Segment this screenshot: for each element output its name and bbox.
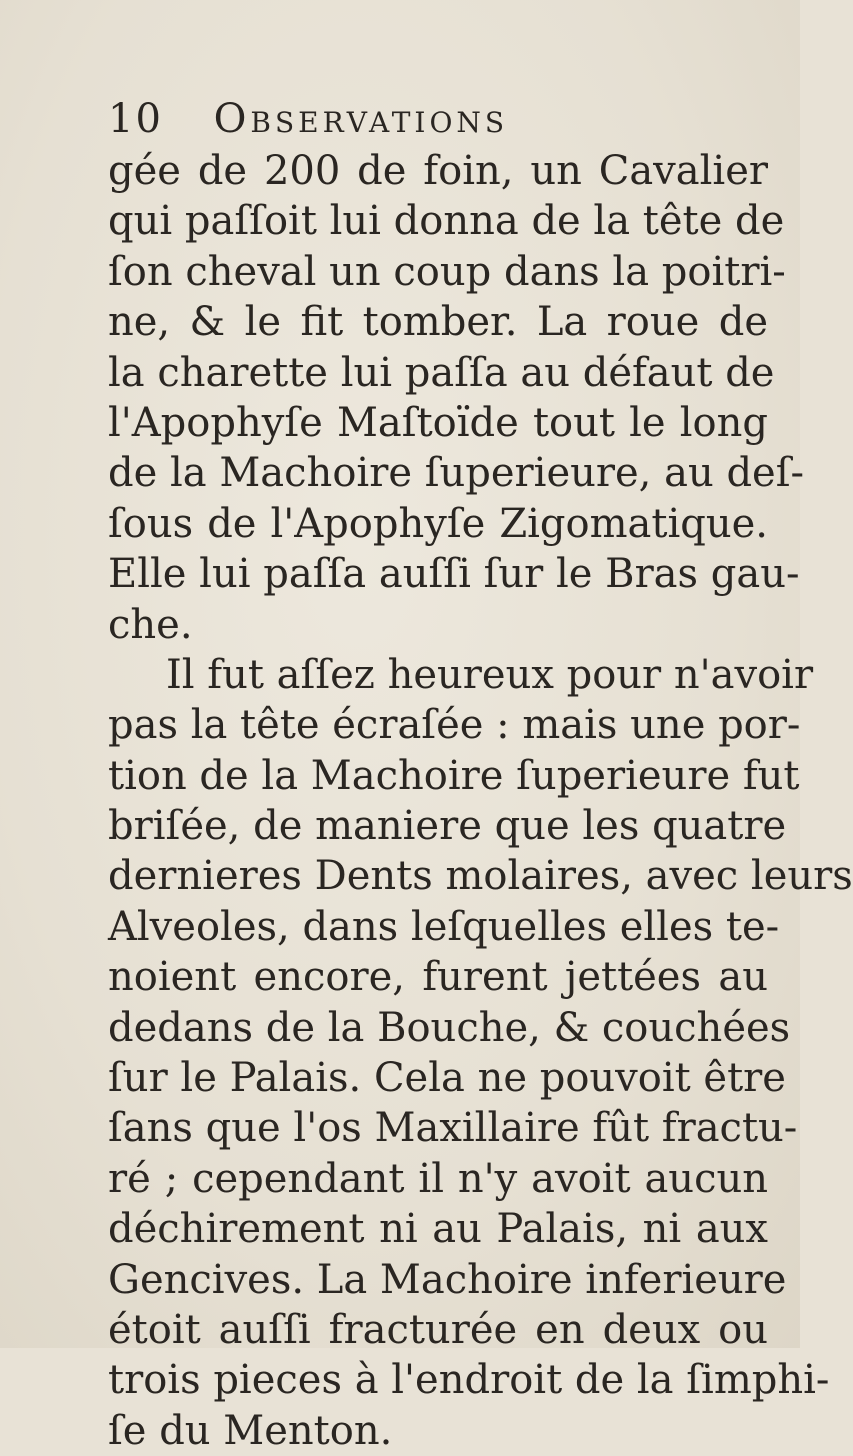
text-line: Alveoles, dans leſquelles elles te- [108, 903, 780, 950]
text-line: ſe du Menton. [108, 1407, 393, 1454]
page-number: 10 [108, 96, 163, 142]
text-line: de la Machoire ſuperieure, au deſ- [108, 450, 805, 497]
text-line: ré ; cependant il n'y avoit aucun [108, 1155, 768, 1202]
text-line: la charette lui paſſa au défaut de [108, 349, 775, 396]
text-line: étoit auſſi fracturée en deux ou [108, 1306, 768, 1353]
text-line: ſous de l'Apophyſe Zigomatique. [108, 500, 768, 547]
text-line: che. [108, 601, 193, 648]
text-line: dedans de la Bouche, & couchées [108, 1004, 791, 1051]
text-line: ſon cheval un coup dans la poitri- [108, 248, 786, 295]
text-line: gée de 200 de foin, un Cavalier [108, 148, 768, 194]
text-line: qui paſſoit lui donna de la tête de [108, 198, 785, 245]
text-line: tion de la Machoire ſuperieure fut [108, 752, 800, 799]
text-line: ſans que l'os Maxillaire fût fractu- [108, 1105, 798, 1152]
text-line: trois pieces à l'endroit de la ſimphi- [108, 1357, 830, 1404]
running-title: Observations [213, 96, 509, 142]
text-line: noient encore, furent jettées au [108, 954, 768, 1001]
paragraph-start-line: Il fut aſſez heureux pour n'avoir [166, 651, 814, 698]
text-line: briſée, de maniere que les quatre [108, 803, 787, 850]
text-line: ſur le Palais. Cela ne pouvoit être [108, 1055, 786, 1102]
text-line: déchirement ni au Palais, ni aux [108, 1206, 768, 1253]
text-line: l'Apophyſe Maſtoïde tout le long [108, 399, 768, 446]
text-line: Gencives. La Machoire inferieure [108, 1256, 787, 1303]
text-line: dernieres Dents molaires, avec leurs [108, 853, 853, 900]
text-line: Elle lui paſſa auſſi ſur le Bras gau- [108, 551, 800, 598]
text-line: ne, & le fit tomber. La roue de [108, 299, 768, 346]
page-header [108, 96, 508, 142]
text-line: pas la tête écraſée : mais une por- [108, 702, 801, 749]
body-text [108, 146, 853, 1456]
